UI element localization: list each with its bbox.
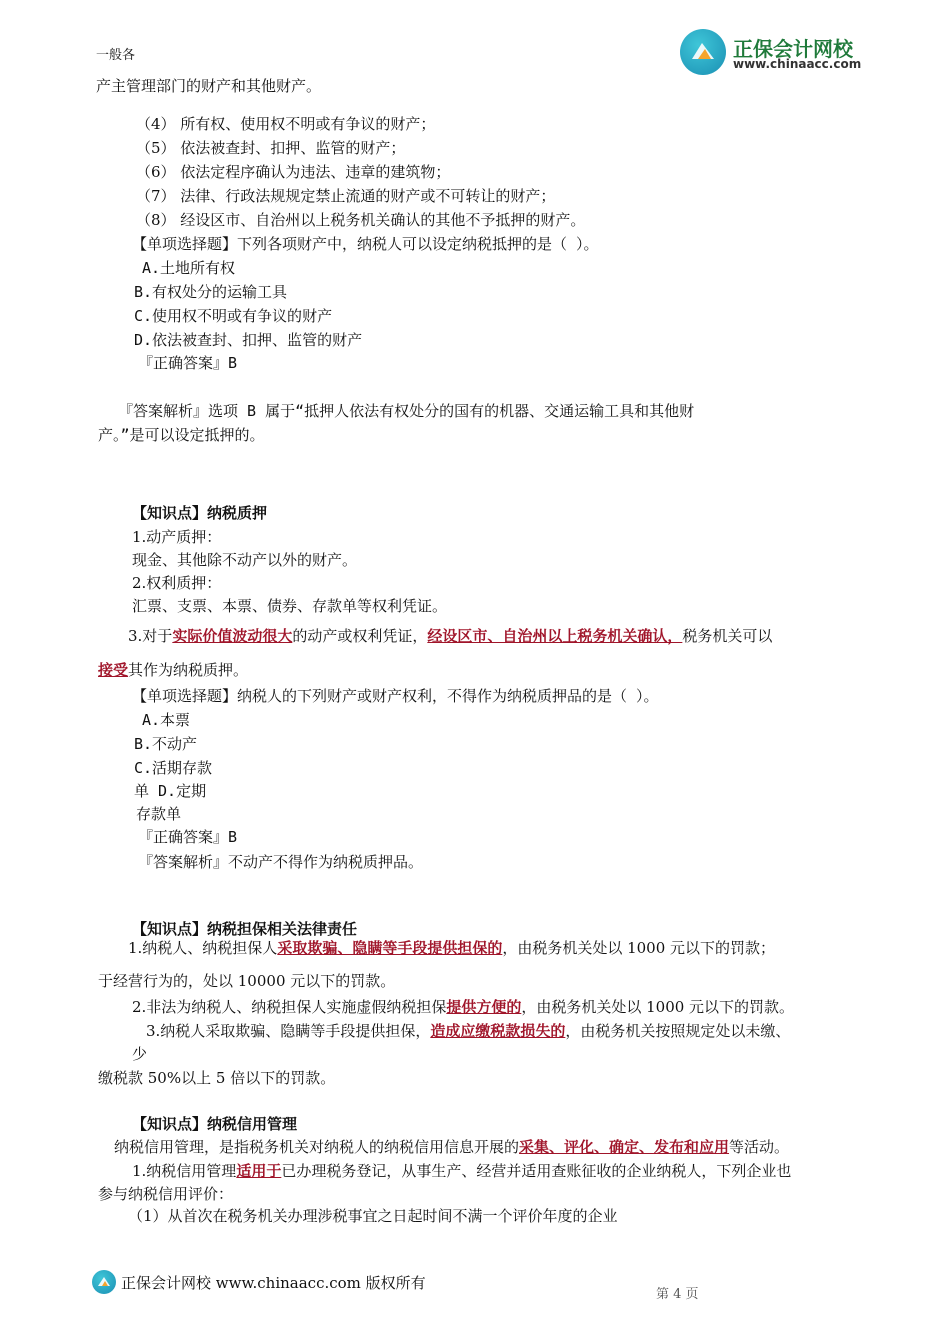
q1-analysis-cont: 产。”是可以设定抵押的。 [98,426,265,444]
list-item: （5） 依法被查封、扣押、监管的财产； [136,139,406,157]
kp2-line4: 3.纳税人采取欺骗、隐瞒等手段提供担保，造成应缴税款损失的，由税务机关按照规定处以未缴、 [146,1022,791,1040]
kp2-line3: 2.非法为纳税人、纳税担保人实施虚假纳税担保提供方便的，由税务机关处以 1000 元以下的罚款。 [132,998,795,1016]
kp2-line6: 缴税款 50%以上 5 倍以下的罚款。 [98,1069,336,1087]
q1-option-c: C.使用权不明或有争议的财产 [134,307,333,325]
q2-option-b: B.不动产 [134,735,198,753]
kp2-line2: 于经营行为的，处以 10000 元以下的罚款。 [98,972,396,990]
q2-option-c: C.活期存款 [134,759,213,777]
kp1-line: 汇票、支票、本票、债券、存款单等权利凭证。 [132,597,448,615]
footer-logo-icon [92,1270,116,1294]
top-fragment-2: 产主管理部门的财产和其他财产。 [96,77,322,95]
kp1-title: 【知识点】纳税质押 [132,504,268,522]
q1-option-d: D.依法被查封、扣押、监管的财产 [134,331,363,349]
kp3-line3: 参与纳税信用评价： [98,1185,234,1203]
list-item: （4） 所有权、使用权不明或有争议的财产； [136,115,436,133]
kp1-line: 2.权利质押： [132,574,222,592]
q2-answer: 『正确答案』B [138,828,238,846]
footer-text: 正保会计网校 www.chinaacc.com 版权所有 [121,1274,426,1292]
kp3-line1: 纳税信用管理，是指税务机关对纳税人的纳税信用信息开展的采集、评化、确定、发布和应用等活动。 [114,1138,790,1156]
kp1-line: 1.动产质押： [132,528,222,546]
page-number: 第 4 页 [656,1287,699,1302]
top-fragment-1: 一般各 [96,48,136,63]
kp2-clipped-line: 1.纳税人、纳税担保人采取欺骗、隐瞒等手段提供担保的，由税务机关处以 1000 元以下的罚款； [128,939,776,957]
kp2-title: 【知识点】纳税担保相关法律责任 [132,920,358,938]
q2-option-a: A.本票 [142,711,191,729]
list-item: （8） 经设区市、自治州以上税务机关确认的其他不予抵押的财产。 [136,211,586,229]
q1-analysis: 『答案解析』选项 B 属于“抵押人依法有权处分的国有的机器、交通运输工具和其他财 [118,402,695,420]
brand-name: 正保会计网校 [733,37,853,61]
logo-icon [680,29,726,75]
kp2-line5: 少 [132,1045,148,1063]
kp3-title: 【知识点】纳税信用管理 [132,1115,298,1133]
q2-option-d: 单 D.定期 [134,782,207,800]
list-item: （6） 依法定程序确认为违法、违章的建筑物； [136,163,451,181]
q2-heading: 【单项选择题】纳税人的下列财产或财产权利，不得作为纳税质押品的是（ ）。 [132,687,659,705]
q2-analysis: 『答案解析』不动产不得作为纳税质押品。 [138,853,424,871]
kp1-line: 现金、其他除不动产以外的财产。 [132,551,358,569]
q1-option-b: B.有权处分的运输工具 [134,283,288,301]
list-item: （7） 法律、行政法规规定禁止流通的财产或不可转让的财产； [136,187,556,205]
kp1-clipped-line: 3.对于实际价值波动很大的动产或权利凭证，经设区市、自治州以上税务机关确认，税务机关可以 [128,627,773,645]
kp3-clipped-line: （1）从首次在税务机关办理涉税事宜之日起时间不满一个评价年度的企业 [128,1207,618,1225]
q2-option-d-cont: 存款单 [136,805,182,823]
kp1-line6: 接受其作为纳税质押。 [98,661,249,679]
kp3-line2: 1.纳税信用管理适用于已办理税务登记，从事生产、经营并适用查账征收的企业纳税人，下列企业也 [132,1162,792,1180]
brand-url: www.chinaacc.com [733,57,862,71]
q1-option-a: A.土地所有权 [142,259,236,277]
q1-answer: 『正确答案』B [138,354,238,372]
q1-heading: 【单项选择题】下列各项财产中，纳税人可以设定纳税抵押的是（ ）。 [132,235,599,253]
